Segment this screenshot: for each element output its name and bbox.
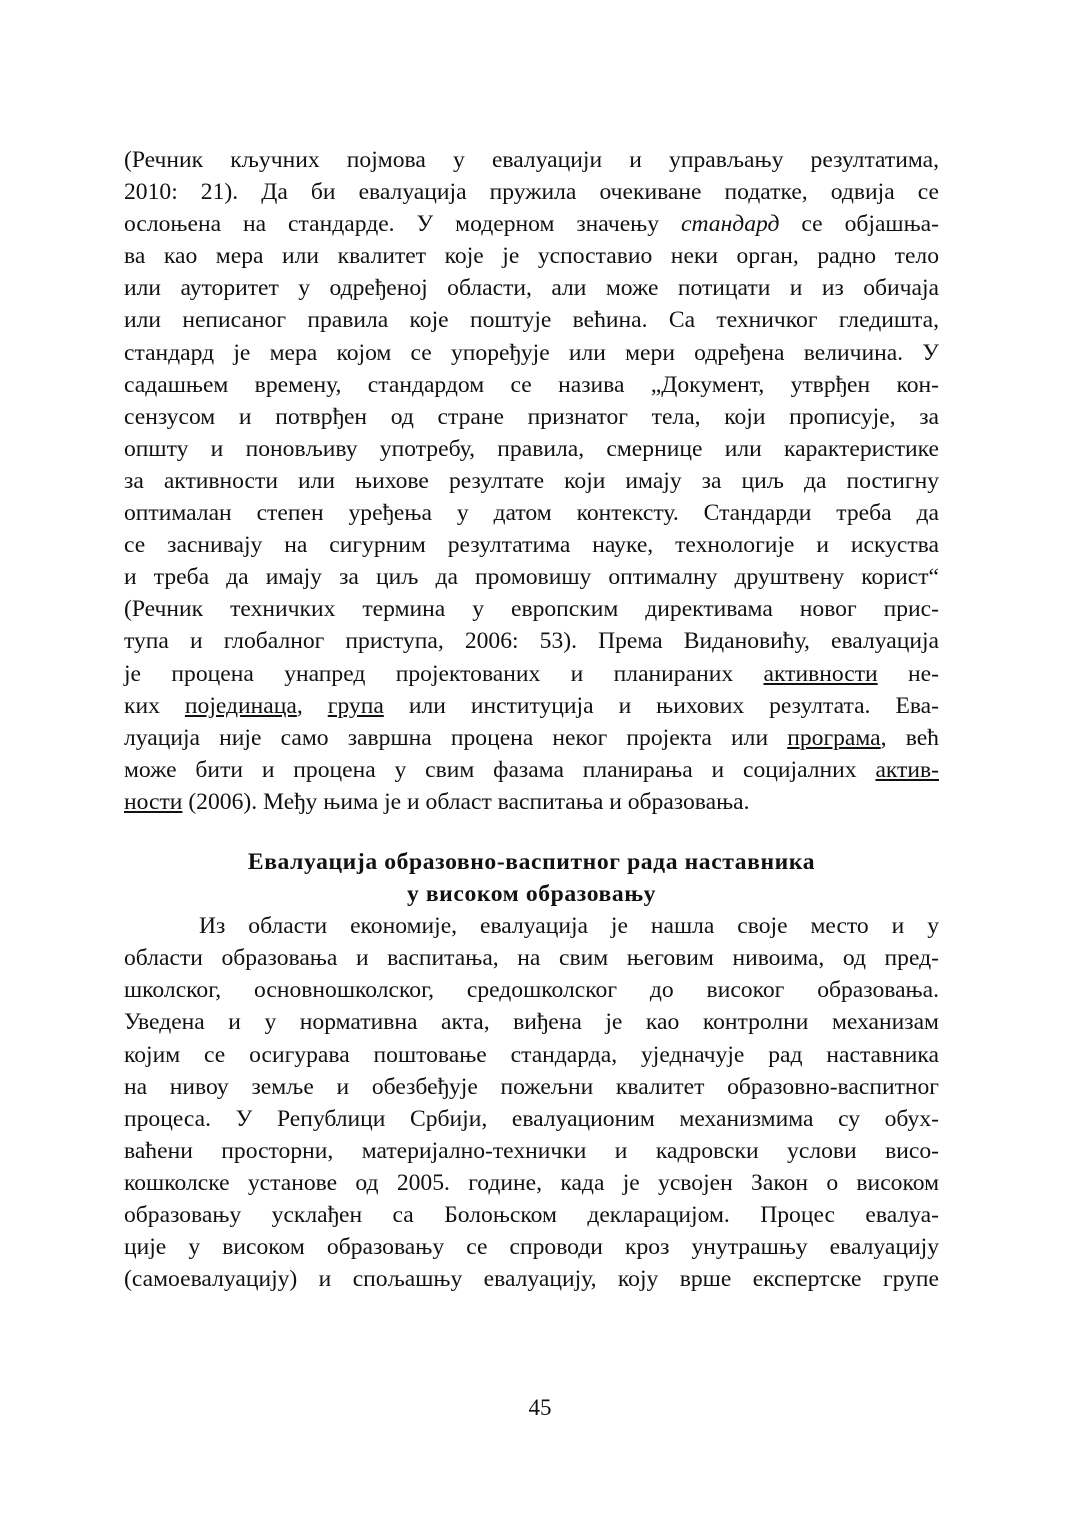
section-gap [124, 818, 939, 846]
text-line: може бити и процена у свим фазама планирања и социјалних актив- [124, 756, 939, 783]
paragraph-1 [124, 144, 939, 818]
italic-term-standard: стандард [680, 211, 780, 238]
link-pojedinaca[interactable]: појединаца [184, 692, 297, 719]
text-line: ва као мера или квалитет које је успоставио неки орган, радно тело [124, 243, 939, 270]
text-line: се заснивају на сигурним резултатима науке, технологије и искуства [124, 532, 939, 559]
heading-line-1: Евалуација образовно-васпитног рада наставника [247, 848, 816, 875]
text-line: на нивоу земље и обезбеђује пожељни квалитет образовно-васпитног [124, 1073, 939, 1100]
text-line: ваћени просторни, материјално-технички и кадровски услови висо- [124, 1137, 939, 1164]
text-line: области образовања и васпитања, на свим његовим нивоима, од пред- [124, 945, 939, 972]
text-line: (Речник техничких термина у европским директивама новог прис- [124, 596, 939, 623]
text-line: општу и поновљиву употребу, правила, смернице или карактеристике [124, 435, 939, 462]
text-line: образовању усклађен са Болоњском декларацијом. Процес евалуа- [124, 1202, 939, 1228]
text-line: Из области економије, евалуација је нашла своје место и у [199, 913, 939, 940]
section-heading [124, 846, 939, 910]
link-grupa[interactable]: група [327, 692, 384, 719]
text-line: или ауторитет у одређеној области, али може потицати и из обичаја [124, 275, 939, 302]
text-line: за активности или њихове резултате који имају за циљ да постигну [124, 467, 939, 494]
text-line: 2010: 21). Да би евалуација пружила очекиване податке, одвија се [124, 179, 939, 206]
text-line: ције у високом образовању се спроводи кроз унутрашњу евалуацију [124, 1234, 939, 1261]
link-aktivnosti-2-cont[interactable]: ности [124, 788, 183, 815]
page-number: 45 [528, 1395, 552, 1420]
text-line: стандард је мера којом се упоређује или мери одређена величина. У [124, 339, 939, 366]
text-line: школског, основношколског, средошколског до високог образовања. [124, 977, 939, 1004]
link-programa[interactable]: програма [787, 724, 881, 751]
text-line: и треба да имају за циљ да промовишу оптималну друштвену корист“ [124, 564, 939, 591]
heading-line-2: у високом образовању [406, 881, 657, 908]
text-line: садашњем времену, стандардом се назива „Документ, утврђен кон- [124, 371, 939, 398]
text-line: ности (2006). Међу њима је и област васпитања и образовања. [124, 788, 750, 815]
text-line: (самоевалуацију) и спољашњу евалуацију, коју врше експертске групе [124, 1266, 939, 1293]
body-text [124, 144, 939, 1295]
text-line: сензусом и потврђен од стране признатог тела, који прописује, за [124, 403, 939, 430]
text-line: (Речник кључних појмова у евалуацији и управљању резултатима, [124, 147, 939, 173]
text-line: или неписаног правила које поштује већина. Са техничког гледишта, [124, 307, 939, 334]
text-line: кошколске установе од 2005. године, када је усвојен Закон о високом [124, 1169, 939, 1196]
text-line: је процена унапред пројектованих и планираних активности не- [124, 660, 939, 687]
text-line: оптималан степен уређења у датом контексту. Стандарди треба да [124, 500, 939, 527]
text-line: којим се осигурава поштовање стандарда, уједначује рад наставника [124, 1041, 939, 1068]
text-line: ких појединаца, група или институција и њихових резултата. Ева- [124, 692, 940, 719]
text-line: ослоњена на стандарде. У модерном значењу стандард се објашња- [124, 211, 939, 238]
text-line: луација није само завршна процена неког пројекта или програма, већ [124, 724, 939, 751]
text-line: Уведена и у нормативна акта, виђена је као контролни механизам [124, 1009, 939, 1036]
text-line: процеса. У Републици Србији, евалуационим механизмима су обух- [124, 1105, 939, 1132]
link-aktivnosti[interactable]: активности [763, 660, 878, 687]
link-aktivnosti-2[interactable]: актив- [875, 756, 939, 783]
text-line: тупа и глобалног приступа, 2006: 53). Према Видановићу, евалуација [124, 628, 939, 655]
paragraph-2 [124, 910, 939, 1295]
